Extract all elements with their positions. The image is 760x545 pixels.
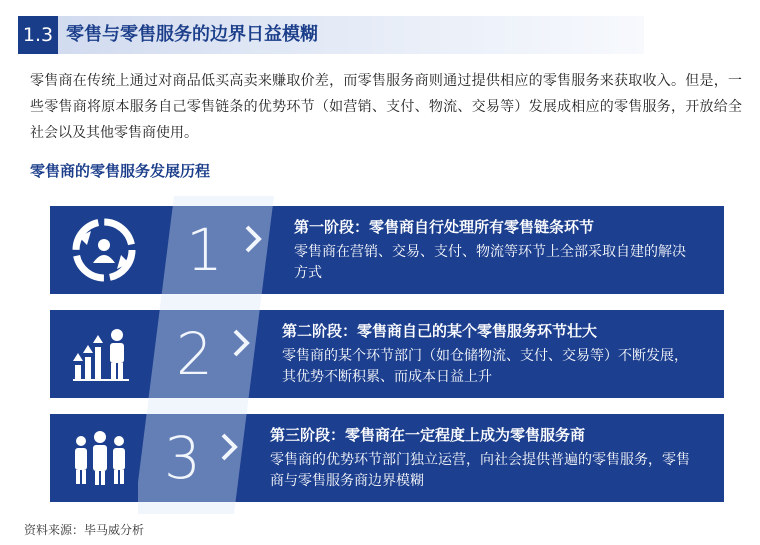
stage-1-card bbox=[50, 206, 724, 294]
section-number: 1.3 bbox=[18, 16, 58, 54]
stage-3-card bbox=[50, 414, 724, 502]
source-note: 资料来源：毕马威分析 bbox=[24, 523, 145, 537]
stage-2-title: 第二阶段：零售商自己的某个零售服务环节壮大 bbox=[282, 322, 598, 340]
stage-2-card bbox=[50, 310, 724, 398]
subheading: 零售商的零售服务发展历程 bbox=[30, 162, 211, 180]
stage-1-title: 第一阶段：零售商自行处理所有零售链条环节 bbox=[294, 218, 595, 236]
team-icon bbox=[60, 414, 140, 502]
stage-3-title: 第三阶段：零售商在一定程度上成为零售服务商 bbox=[270, 426, 586, 444]
circular-arrows-icon bbox=[64, 206, 144, 294]
chevron-right-icon bbox=[218, 432, 240, 462]
intro-paragraph: 零售商在传统上通过对商品低买高卖来赚取价差，而零售服务商则通过提供相应的零售服务来获取收入。但是，一些零售商将原本服务自己零售链条的优势环节（如营销、支付、物流、交易等）发展成相应的零售服务，开放给全社会以及其他零售商使用。 bbox=[30, 73, 742, 141]
chevron-right-icon bbox=[242, 224, 264, 254]
section-title: 零售与零售服务的边界日益模糊 bbox=[66, 24, 318, 45]
stage-1-number: 1 bbox=[186, 216, 223, 284]
stage-2-desc: 零售商的某个环节部门（如仓储物流、支付、交易等）不断发展，其优势不断积累、而成本日益上升 bbox=[282, 348, 688, 385]
stage-3-number: 3 bbox=[164, 424, 201, 492]
growth-people-icon bbox=[62, 310, 142, 398]
stage-3-desc: 零售商的优势环节部门独立运营，向社会提供普遍的零售服务，零售商与零售服务商边界模糊 bbox=[270, 452, 690, 489]
chevron-right-icon bbox=[230, 328, 252, 358]
section-header bbox=[18, 16, 644, 54]
stage-1-desc: 零售商在营销、交易、支付、物流等环节上全部采取自建的解决方式 bbox=[294, 244, 686, 281]
stage-2-number: 2 bbox=[176, 320, 213, 388]
